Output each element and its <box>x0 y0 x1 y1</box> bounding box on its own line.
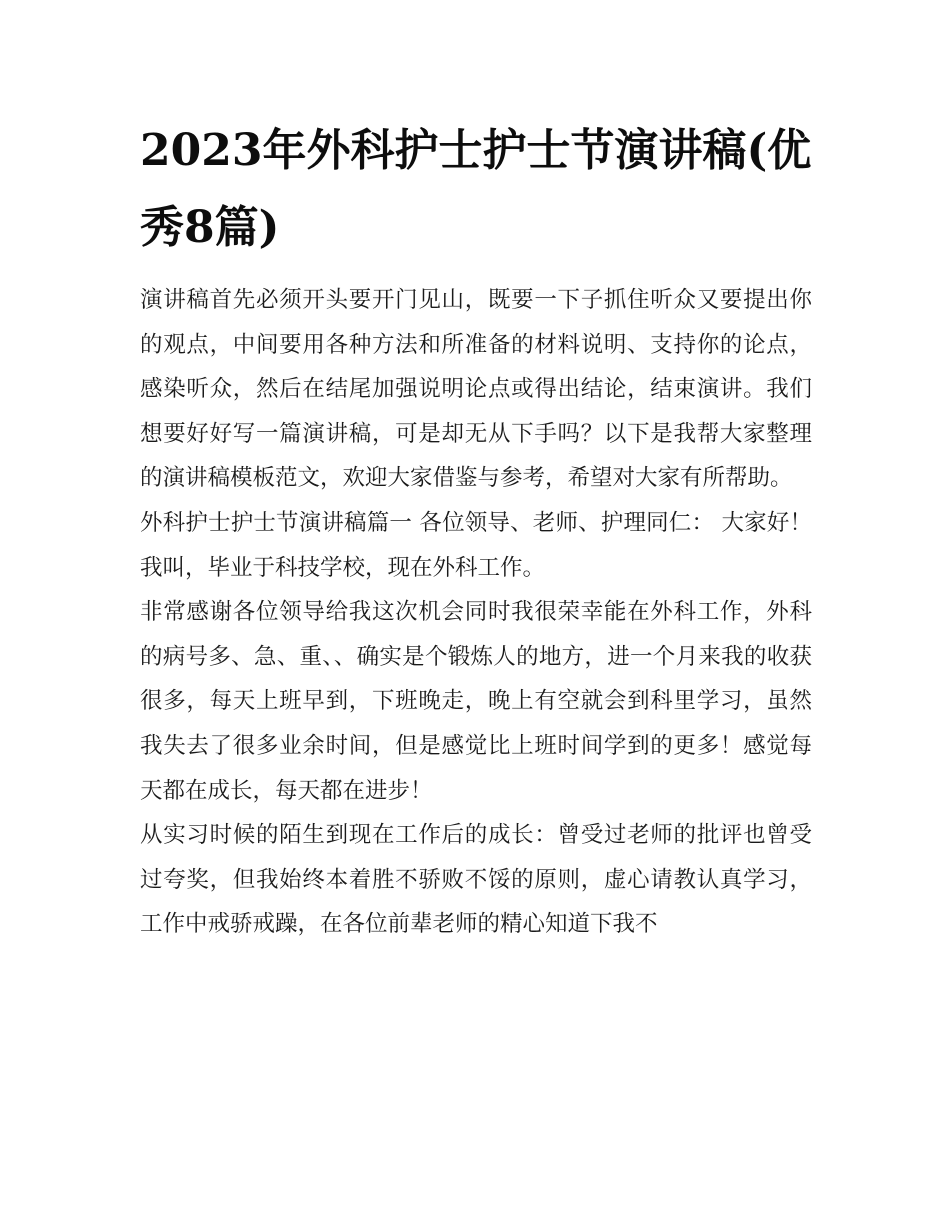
document-title: 2023年外科护士护士节演讲稿(优秀8篇) <box>140 125 812 253</box>
document-body <box>140 278 812 947</box>
paragraph-intro: 演讲稿首先必须开头要开门见山，既要一下子抓住听众又要提出你的观点，中间要用各种方法和所准备的材料说明、支持你的论点，感染听众，然后在结尾加强说明论点或得出结论，结束演讲。我们想要好好写一篇演讲稿，可是却无从下手吗？以下是我帮大家整理的演讲稿模板范文，欢迎大家借鉴与参考，希望对大家有所帮助。 <box>140 287 812 492</box>
paragraph-gratitude: 非常感谢各位领导给我这次机会同时我很荣幸能在外科工作，外科的病号多、急、重、、确实是个锻炼人的地方，进一个月来我的收获很多，每天上班早到，下班晚走，晚上有空就会到科里学习，虽然我失去了很多业余时间，但是感觉比上班时间学到的更多！感觉每天都在成长，每天都在进步！ <box>140 599 812 804</box>
paragraph-growth: 从实习时候的陌生到现在工作后的成长：曾受过老师的批评也曾受过夸奖，但我始终本着胜不骄败不馁的原则，虚心请教认真学习，工作中戒骄戒躁，在各位前辈老师的精心知道下我不 <box>140 822 812 938</box>
paragraph-greeting: 外科护士护士节演讲稿篇一 各位领导、老师、护理同仁： 大家好！ 我叫，毕业于科技学校，现在外科工作。 <box>140 509 812 581</box>
